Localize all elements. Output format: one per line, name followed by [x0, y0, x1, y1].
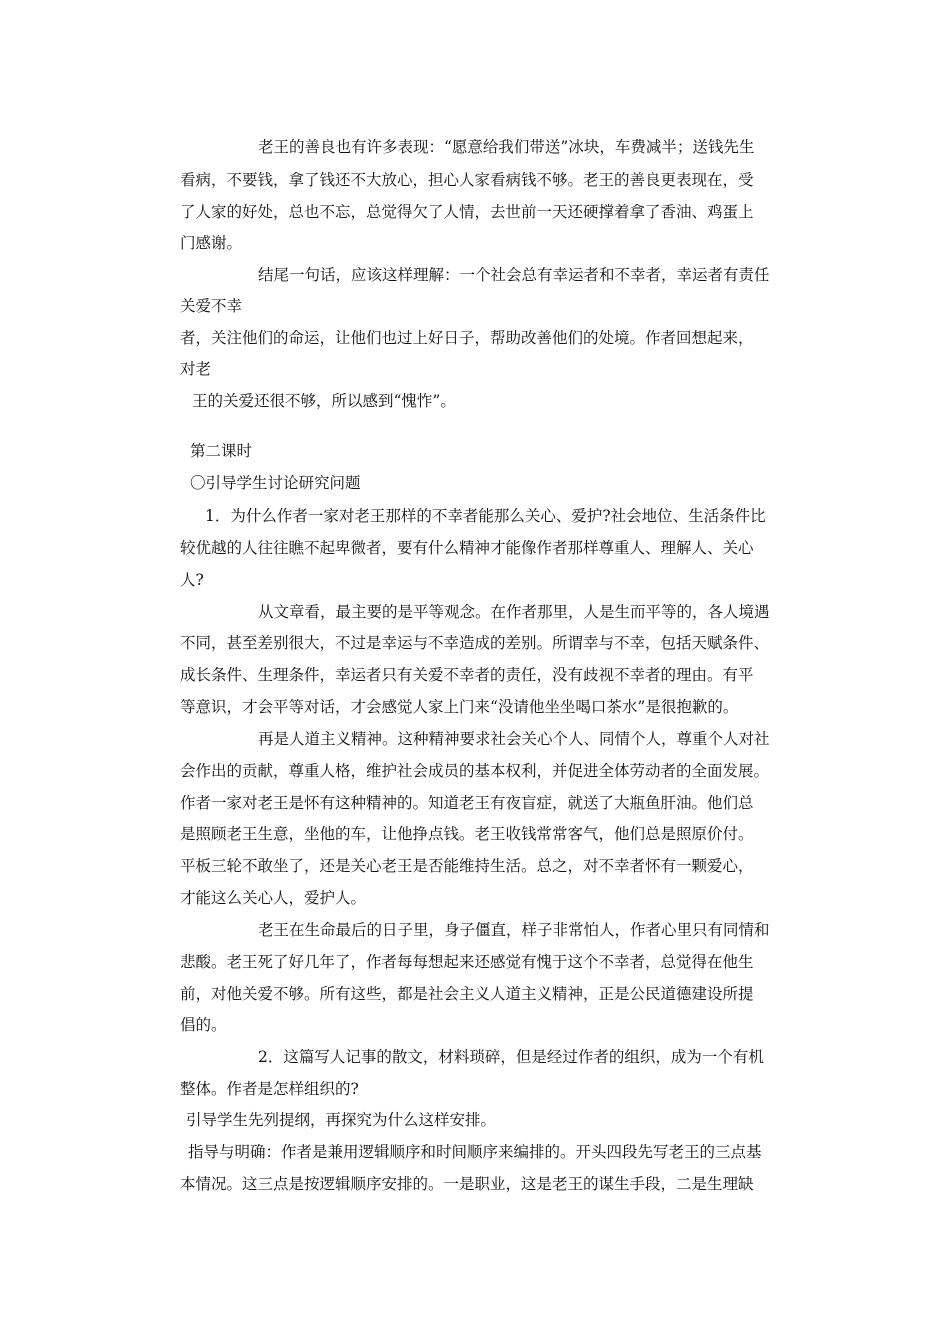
text-line: 前，对他关爱不够。所有这些，都是社会主义人道主义精神，正是公民道德建设所提 [180, 985, 754, 1003]
question-line: 1．为什么作者一家对老王那样的不幸者能那么关心、爱护?社会地位、生活条件比 [205, 507, 766, 525]
text-line: 才能这么关心人，爱护人。 [180, 889, 367, 907]
text-line: 平板三轮不敢坐了，还是关心老王是否能维持生活。总之，对不幸者怀有一颗爱心， [180, 857, 754, 875]
text-line: 不同，甚至差别很大，不过是幸运与不幸造成的差别。所谓幸与不幸，包括天赋条件、 [180, 634, 770, 652]
text-line: 悲酸。老王死了好几年了，作者每每想起来还感觉有愧于这个不幸者，总觉得在他生 [180, 953, 754, 971]
text-line: 看病，不要钱，拿了钱还不大放心，担心人家看病钱不够。老王的善良更表现在，受 [180, 171, 754, 189]
question-line: 2．这篇写人记事的散文，材料琐碎，但是经过作者的组织，成为一个有机 [258, 1048, 764, 1066]
text-line: 从文章看，最主要的是平等观念。在作者那里，人是生而平等的，各人境遇 [258, 603, 770, 621]
section-subheading: 〇引导学生讨论研究问题 [190, 474, 361, 492]
section-heading: 第二课时 [190, 442, 253, 460]
text-line: 王的关爱还很不够，所以感到“愧怍”。 [192, 392, 456, 410]
text-line: 门感谢。 [180, 234, 243, 252]
text-line: 较优越的人往往瞧不起卑微者，要有什么精神才能像作者那样尊重人、理解人、关心 [180, 539, 754, 557]
text-line: 指导与明确：作者是兼用逻辑顺序和时间顺序来编排的。开头四段先写老王的三点基 [188, 1143, 762, 1161]
text-line: 整体。作者是怎样组织的? [180, 1080, 359, 1098]
text-line: 结尾一句话，应该这样理解：一个社会总有幸运者和不幸者，幸运者有责任 [258, 266, 770, 284]
text-line: 倡的。 [180, 1016, 227, 1034]
text-line: 会作出的贡献，尊重人格，维护社会成员的基本权利，并促进全体劳动者的全面发展。 [180, 762, 770, 780]
text-line: 关爱不幸 [180, 297, 243, 315]
text-line: 者，关注他们的命运，让他们也过上好日子，帮助改善他们的处境。作者回想起来， [180, 329, 754, 347]
text-line: 对老 [180, 360, 212, 378]
text-line: 等意识，才会平等对话，才会感觉人家上门来“没请他坐坐喝口茶水”是很抱歉的。 [180, 698, 739, 716]
text-line: 本情况。这三点是按逻辑顺序安排的。一是职业，这是老王的谋生手段，二是生理缺 [180, 1175, 754, 1193]
text-line: 再是人道主义精神。这种精神要求社会关心个人、同情个人，尊重个人对社 [258, 730, 770, 748]
text-line: 了人家的好处，总也不忘，总觉得欠了人情，去世前一天还硬撑着拿了香油、鸡蛋上 [180, 203, 754, 221]
text-line: 是照顾老王生意，坐他的车，让他挣点钱。老王收钱常常客气，他们总是照原价付。 [180, 825, 754, 843]
text-line: 人? [180, 571, 204, 589]
text-line: 成长条件、生理条件，幸运者只有关爱不幸者的责任，没有歧视不幸者的理由。有平 [180, 666, 754, 684]
text-line: 老王在生命最后的日子里，身子僵直，样子非常怕人，作者心里只有同情和 [258, 921, 770, 939]
text-line: 作者一家对老王是怀有这种精神的。知道老王有夜盲症，就送了大瓶鱼肝油。他们总 [180, 794, 754, 812]
text-line: 引导学生先列提纲，再探究为什么这样安排。 [186, 1111, 497, 1129]
text-line: 老王的善良也有许多表现：“愿意给我们带送”冰块，车费减半；送钱先生 [258, 138, 755, 156]
